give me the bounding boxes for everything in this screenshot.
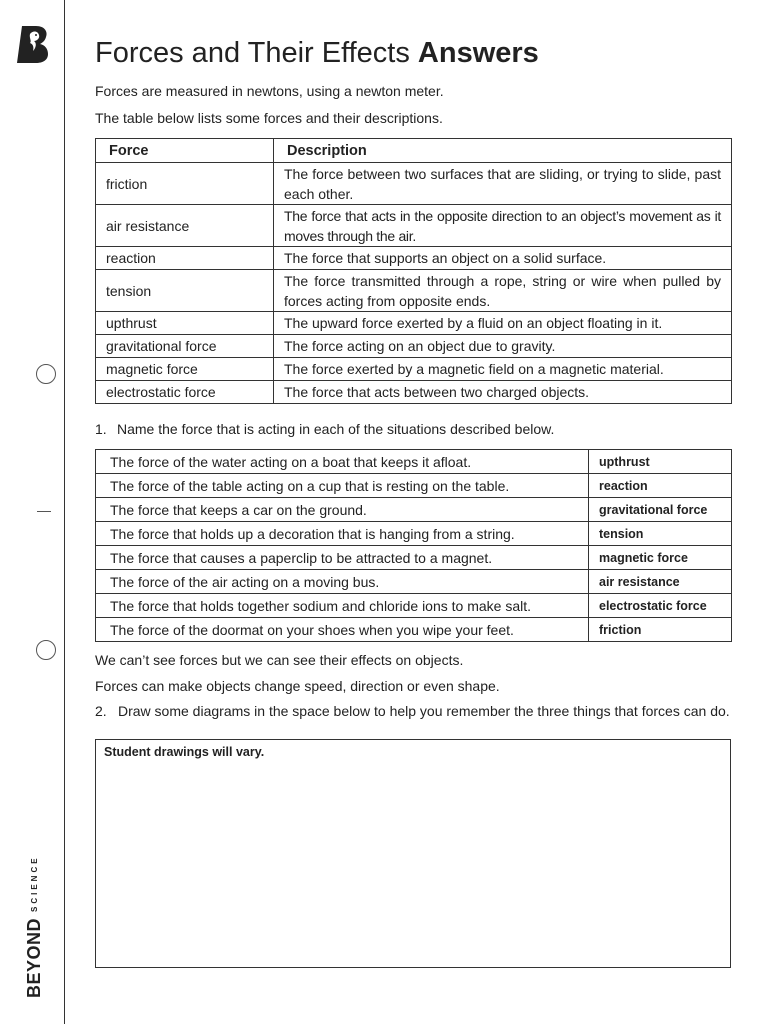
answer-cell: upthrust — [589, 450, 732, 474]
force-description: The force that acts in the opposite direction to an object’s movement as it moves through the air. — [274, 205, 732, 247]
question-2 — [95, 702, 731, 720]
table-row — [96, 570, 732, 594]
situation-text: The force of the air acting on a moving bus. — [96, 570, 589, 594]
brand-name: BEYOND — [24, 917, 44, 998]
margin-line — [64, 0, 65, 1024]
situation-text: The force that holds together sodium and chloride ions to make salt. — [96, 594, 589, 618]
table-row — [96, 474, 732, 498]
answer-cell: electrostatic force — [589, 594, 732, 618]
table-row — [96, 381, 732, 404]
punch-hole-icon — [36, 640, 56, 660]
brand-wordmark — [24, 846, 44, 998]
table-row — [96, 270, 732, 312]
force-name: friction — [96, 163, 274, 205]
answer-cell: friction — [589, 618, 732, 642]
fold-mark — [37, 511, 51, 512]
table-row — [96, 594, 732, 618]
force-name: reaction — [96, 247, 274, 270]
table-row — [96, 205, 732, 247]
header-force: Force — [96, 139, 274, 163]
situation-text: The force that causes a paperclip to be attracted to a magnet. — [96, 546, 589, 570]
title-emphasis: Answers — [417, 37, 539, 69]
drawing-answer-note: Student drawings will vary. — [104, 745, 265, 759]
intro-text: The table below lists some forces and their descriptions. — [95, 110, 443, 126]
table-row — [96, 522, 732, 546]
force-description: The force that supports an object on a solid surface. — [274, 247, 732, 270]
drawing-area — [95, 739, 731, 968]
question-1 — [95, 420, 731, 438]
effects-text: Forces can make objects change speed, direction or even shape. — [95, 678, 500, 694]
force-name: magnetic force — [96, 358, 274, 381]
punch-hole-icon — [36, 364, 56, 384]
answer-cell: reaction — [589, 474, 732, 498]
table-row — [96, 335, 732, 358]
brand-tag: SCIENCE — [30, 855, 39, 912]
answer-cell: gravitational force — [589, 498, 732, 522]
table-row — [96, 247, 732, 270]
situation-text: The force of the table acting on a cup that is resting on the table. — [96, 474, 589, 498]
table-row — [96, 312, 732, 335]
header-description: Description — [274, 139, 732, 163]
question-text: Draw some diagrams in the space below to help you remember the three things that forces can do. — [118, 703, 730, 719]
force-description: The upward force exerted by a fluid on an object floating in it. — [274, 312, 732, 335]
table-header-row — [96, 139, 732, 163]
force-name: electrostatic force — [96, 381, 274, 404]
force-name: tension — [96, 270, 274, 312]
answer-cell: air resistance — [589, 570, 732, 594]
title-main: Forces and Their Effects — [95, 37, 410, 69]
answer-cell: magnetic force — [589, 546, 732, 570]
force-description: The force exerted by a magnetic field on a magnetic material. — [274, 358, 732, 381]
situation-text: The force that holds up a decoration that is hanging from a string. — [96, 522, 589, 546]
question-text: Name the force that is acting in each of the situations described below. — [117, 421, 555, 437]
question-number: 2. — [95, 703, 107, 719]
table-row — [96, 358, 732, 381]
situation-table — [95, 449, 732, 642]
beyond-b-logo-icon — [16, 24, 50, 64]
intro-text: Forces are measured in newtons, using a newton meter. — [95, 83, 444, 99]
effects-text: We can’t see forces but we can see their effects on objects. — [95, 652, 464, 668]
table-row — [96, 498, 732, 522]
force-name: air resistance — [96, 205, 274, 247]
force-description: The force that acts between two charged objects. — [274, 381, 732, 404]
answer-cell: tension — [589, 522, 732, 546]
table-row — [96, 618, 732, 642]
question-number: 1. — [95, 421, 107, 437]
table-row — [96, 450, 732, 474]
situation-text: The force of the water acting on a boat that keeps it afloat. — [96, 450, 589, 474]
force-name: upthrust — [96, 312, 274, 335]
situation-text: The force of the doormat on your shoes when you wipe your feet. — [96, 618, 589, 642]
force-description: The force transmitted through a rope, string or wire when pulled by forces acting from opposite ends. — [274, 270, 732, 312]
table-row — [96, 163, 732, 205]
force-description: The force acting on an object due to gravity. — [274, 335, 732, 358]
force-table — [95, 138, 732, 404]
table-row — [96, 546, 732, 570]
force-name: gravitational force — [96, 335, 274, 358]
force-description: The force between two surfaces that are sliding, or trying to slide, past each other. — [274, 163, 732, 205]
situation-text: The force that keeps a car on the ground. — [96, 498, 589, 522]
page-title — [95, 34, 539, 72]
